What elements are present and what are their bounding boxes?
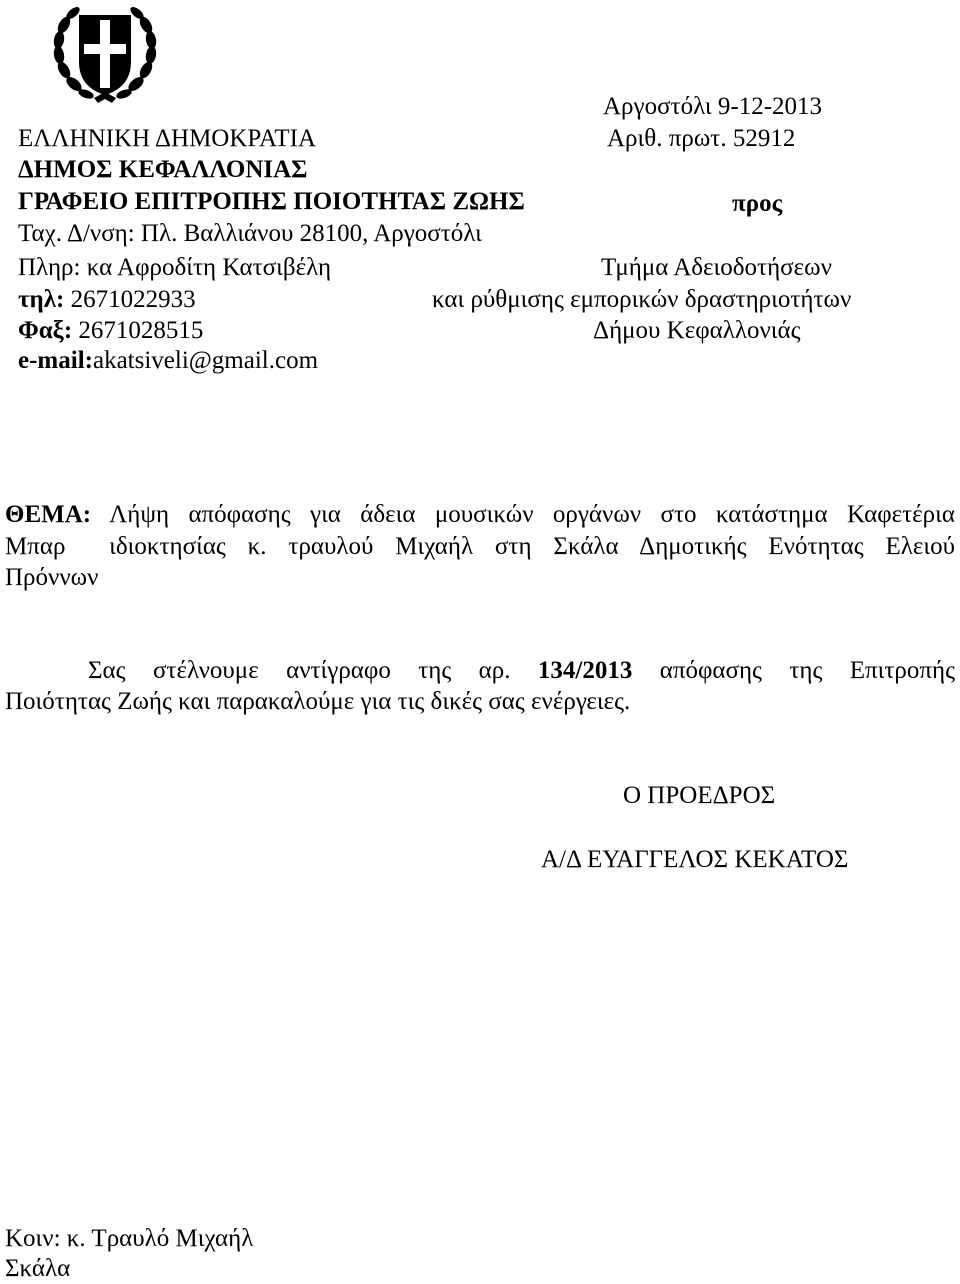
phone-label: τηλ: <box>18 286 65 313</box>
cc-line-2: Σκάλα <box>5 1255 71 1282</box>
phone-value: 2671022933 <box>64 286 196 313</box>
subject-label: ΘΕΜΑ: <box>5 501 92 528</box>
to-label: προς <box>732 190 783 217</box>
body-text-part1: Σας στέλνουμε αντίγραφο της αρ. <box>88 657 511 684</box>
protocol-number: Αριθ. πρωτ. 52912 <box>607 125 796 152</box>
subject-text-1: Λήψη απόφασης για άδεια μουσικών οργάνων στο κατάστημα Καφετέρια <box>109 501 955 528</box>
greek-coat-of-arms-icon <box>50 0 160 105</box>
recipient-department: Τμήμα Αδειοδοτήσεων <box>601 254 832 281</box>
signature-title: Ο ΠΡΟΕΔΡΟΣ <box>623 782 776 809</box>
email-line <box>18 345 318 376</box>
recipient-subdepartment: και ρύθμισης εμπορικών δραστηριοτήτων <box>432 286 852 313</box>
decision-number: 134/2013 <box>537 657 633 684</box>
body-line-1 <box>88 655 955 686</box>
subject-line-2: Μπαρ ιδιοκτησίας κ. τραυλού Μιχαήλ στη Σκάλα Δημοτικής Ενότητας Ελειού <box>5 533 955 560</box>
email-value: akatsiveli@gmail.com <box>92 347 319 374</box>
postal-address: Ταχ. Δ/νση: Πλ. Βαλλιάνου 28100, Αργοστόλι <box>18 220 482 247</box>
signature-name: Α/Δ ΕΥΑΓΓΕΛΟΣ ΚΕΚΑΤΟΣ <box>541 846 849 873</box>
body-line-2: Ποιότητας Ζωής και παρακαλούμε για τις δικές σας ενέργειες. <box>5 688 631 715</box>
recipient-municipality: Δήμου Κεφαλλονιάς <box>593 317 801 344</box>
municipality-name: ΔΗΜΟΣ ΚΕΦΑΛΛΟΝΙΑΣ <box>18 156 308 183</box>
fax-label: Φαξ: <box>18 317 73 344</box>
subject-line-1 <box>5 499 955 530</box>
phone-line <box>18 284 196 315</box>
document-date: Αργοστόλι 9-12-2013 <box>603 93 823 120</box>
country-name: ΕΛΛΗΝΙΚΗ ΔΗΜΟΚΡΑΤΙΑ <box>18 125 316 152</box>
body-text-part2: απόφασης της Επιτροπής <box>659 657 955 684</box>
subject-line-3: Πρόννων <box>5 564 99 591</box>
cc-line-1: Κοιν: κ. Τραυλό Μιχαήλ <box>5 1225 254 1252</box>
email-label: e-mail: <box>18 347 93 374</box>
fax-line <box>18 315 203 346</box>
office-name: ΓΡΑΦΕΙΟ ΕΠΙΤΡΟΠΗΣ ΠΟΙΟΤΗΤΑΣ ΖΩΗΣ <box>18 188 525 215</box>
fax-value: 2671028515 <box>72 317 204 344</box>
contact-person: Πληρ: κα Αφροδίτη Κατσιβέλη <box>18 254 332 281</box>
